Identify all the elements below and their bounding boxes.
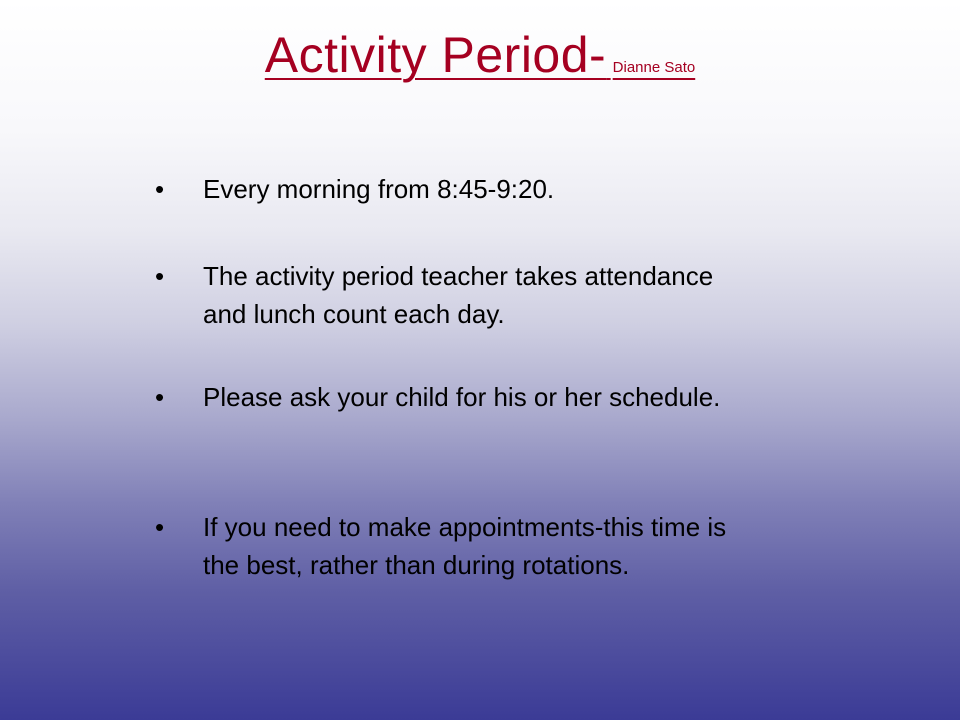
title-main: Activity Period- (264, 27, 607, 83)
slide-title (0, 26, 960, 84)
bullet-marker: • (155, 382, 165, 412)
title-underlined-block (265, 26, 695, 84)
bullet-text: If you need to make appointments-this time is the best, rather than during rotations. (203, 512, 727, 580)
title-author: Dianne Sato (612, 59, 696, 76)
bullet-marker: • (155, 512, 165, 542)
bullet-text: Please ask your child for his or her schedule. (203, 382, 721, 412)
bullet-text: Every morning from 8:45-9:20. (203, 174, 555, 204)
bullet-marker: • (155, 174, 165, 204)
bullet-marker: • (155, 261, 165, 291)
bullet-text: The activity period teacher takes attendance and lunch count each day. (203, 261, 714, 329)
